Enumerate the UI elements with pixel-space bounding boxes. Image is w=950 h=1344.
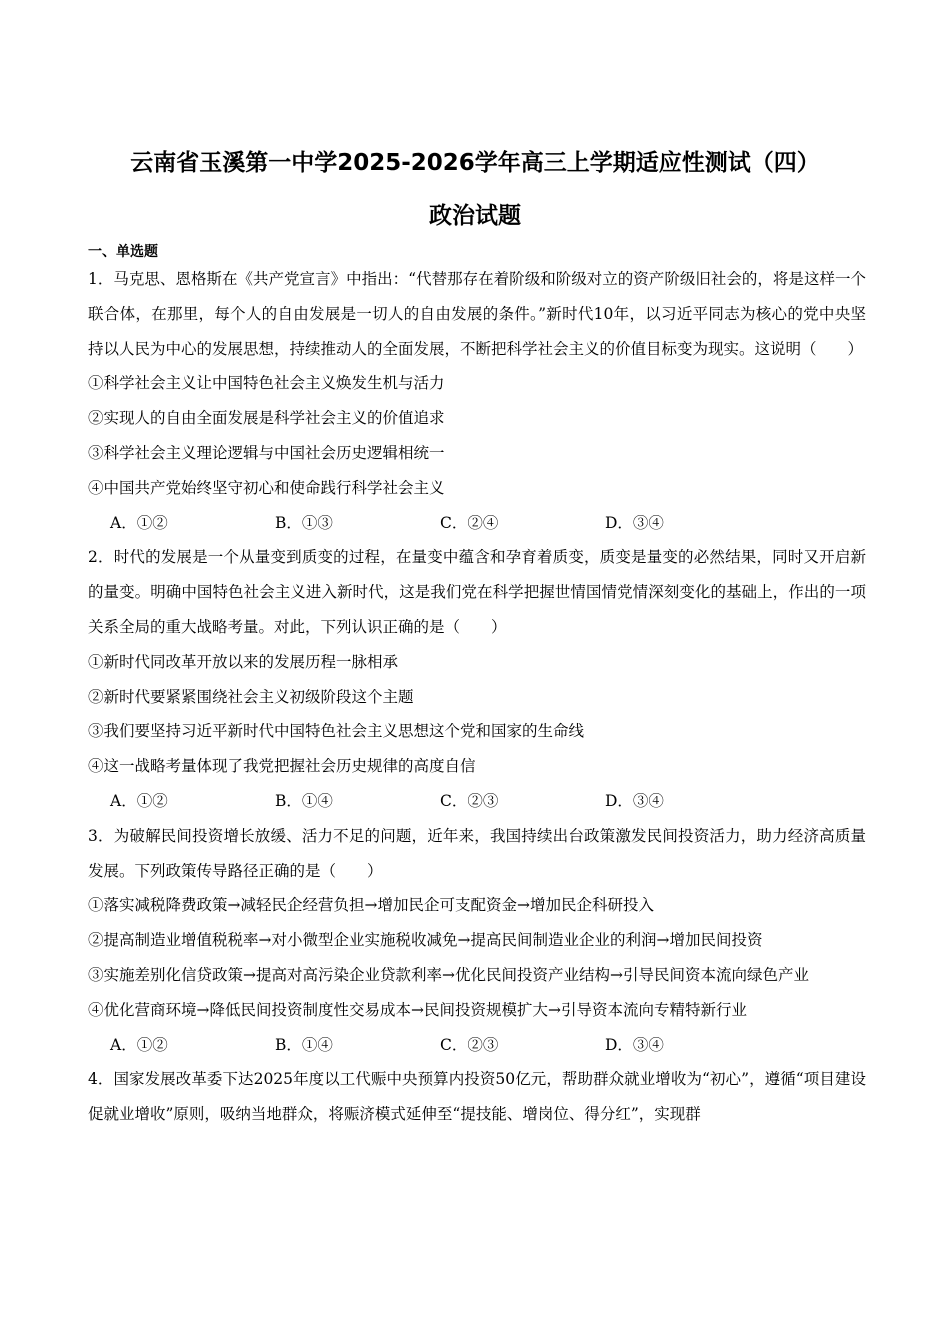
question-2-choice-c: C．②③: [440, 791, 499, 810]
section-heading: 一、单选题: [88, 244, 158, 260]
question-1-option-1: ①科学社会主义让中国特色社会主义焕发生机与活力: [88, 374, 445, 393]
question-2-option-3: ③我们要坚持习近平新时代中国特色社会主义思想这个党和国家的生命线: [88, 722, 585, 741]
question-3-choices: [88, 1028, 866, 1063]
question-1-option-4: ④中国共产党始终坚守初心和使命践行科学社会主义: [88, 478, 445, 497]
question-3-option-1: ①落实减税降费政策→减轻民企经营负担→增加民企可支配资金→增加民企科研投入: [88, 896, 654, 915]
question-2-choice-d: D．③④: [605, 791, 664, 810]
question-1-choice-c: C．②④: [440, 513, 499, 532]
question-3-stem: 3．为破解民间投资增长放缓、活力不足的问题，近年来，我国持续出台政策激发民间投资活力，助力经济高质量发展。下列政策传导路径正确的是（ ）: [88, 826, 866, 880]
question-2-choices: [88, 784, 866, 819]
question-1-stem: 1．马克思、恩格斯在《共产党宣言》中指出：“代替那存在着阶级和阶级对立的资产阶级旧社会的，将是这样一个联合体，在那里，每个人的自由发展是一切人的自由发展的条件。”新时代10年，以习近平同志为核心的党中央坚持以人民为中心的发展思想，持续推动人的全面发展，不断把科学社会主义的价值目标变为现实。这说明（ ）: [88, 270, 866, 358]
document-title: 云南省玉溪第一中学2025-2026学年高三上学期适应性测试（四）: [130, 150, 820, 176]
question-2-option-1: ①新时代同改革开放以来的发展历程一脉相承: [88, 652, 399, 671]
question-1-option-3: ③科学社会主义理论逻辑与中国社会历史逻辑相统一: [88, 443, 445, 462]
question-2-option-2: ②新时代要紧紧围绕社会主义初级阶段这个主题: [88, 687, 414, 706]
question-1-choice-b: B．①③: [275, 513, 333, 532]
question-list: [88, 262, 866, 1132]
question-2-stem: 2．时代的发展是一个从量变到质变的过程，在量变中蕴含和孕育着质变，质变是量变的必然结果，同时又开启新的量变。明确中国特色社会主义进入新时代，这是我们党在科学把握世情国情党情深刻变化的基础上，作出的一项关系全局的重大战略考量。对此，下列认识正确的是（ ）: [88, 548, 866, 636]
question-1-option-2: ②实现人的自由全面发展是科学社会主义的价值追求: [88, 409, 445, 428]
question-1-choice-a: A．①②: [110, 513, 168, 532]
question-2-choice-b: B．①④: [275, 791, 333, 810]
question-3-choice-b: B．①④: [275, 1035, 333, 1054]
document-subtitle: 政治试题: [429, 203, 521, 229]
question-3-option-4: ④优化营商环境→降低民间投资制度性交易成本→民间投资规模扩大→引导资本流向专精特新行业: [88, 1000, 747, 1019]
question-3-option-3: ③实施差别化信贷政策→提高对高污染企业贷款利率→优化民间投资产业结构→引导民间资本流向绿色产业: [88, 965, 809, 984]
question-3-choice-c: C．②③: [440, 1035, 499, 1054]
question-2-option-4: ④这一战略考量体现了我党把握社会历史规律的高度自信: [88, 757, 476, 776]
question-1-choices: [88, 506, 866, 541]
question-2-choice-a: A．①②: [110, 791, 168, 810]
question-3-choice-d: D．③④: [605, 1035, 664, 1054]
question-3-option-2: ②提高制造业增值税税率→对小微型企业实施税收减免→提高民间制造业企业的利润→增加民间投资: [88, 931, 763, 950]
question-3-choice-a: A．①②: [110, 1035, 168, 1054]
question-4-stem: 4．国家发展改革委下达2025年度以工代赈中央预算内投资50亿元，帮助群众就业增收为“初心”，遵循“项目建设促就业增收”原则，吸纳当地群众，将赈济模式延伸至“提技能、增岗位、得分红”，实现群: [88, 1070, 866, 1124]
question-1-choice-d: D．③④: [605, 513, 664, 532]
